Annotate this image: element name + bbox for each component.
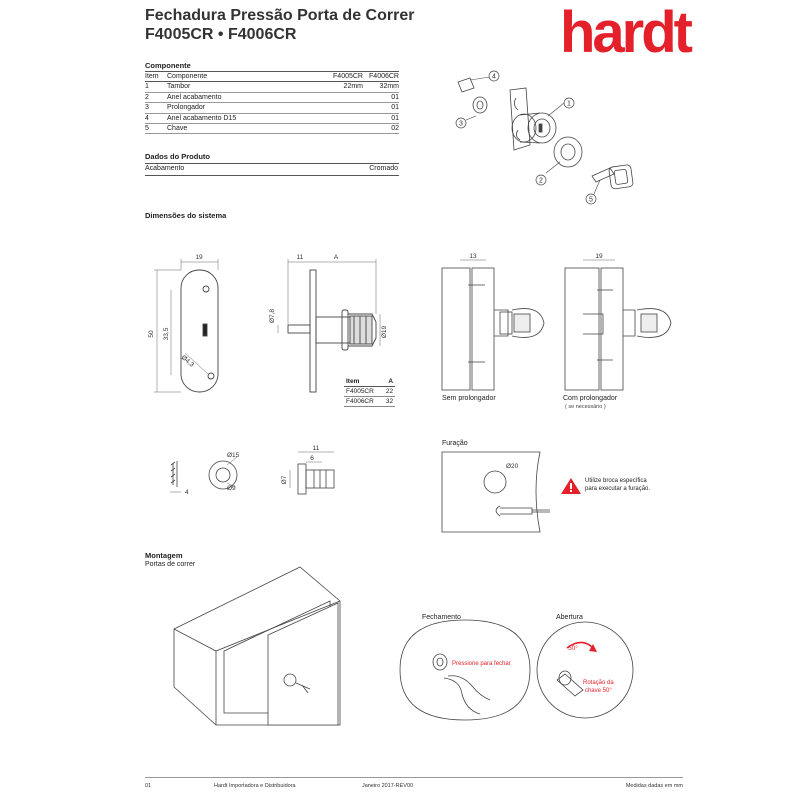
ring-drawing bbox=[165, 445, 255, 505]
dim-19: 19 bbox=[595, 253, 603, 260]
footer-units: Medidas dadas em mm bbox=[625, 783, 683, 789]
col-componente: Componente bbox=[167, 73, 208, 80]
table-row bbox=[145, 92, 399, 102]
callout-3: 3 bbox=[459, 120, 463, 128]
abertura-title: Abertura bbox=[556, 614, 583, 621]
cell: 32 bbox=[376, 397, 395, 407]
cell: 01 bbox=[391, 93, 399, 101]
dim-dia-small: Ø7,8 bbox=[269, 308, 276, 324]
table-header-row bbox=[145, 72, 399, 82]
warning-line-1: Utilize broca específica bbox=[585, 478, 647, 484]
cell: Prolongador bbox=[167, 104, 206, 112]
dados-heading: Dados do Produto bbox=[145, 152, 210, 161]
table-row bbox=[344, 397, 395, 407]
title-line-2: F4005CR • F4006CR bbox=[145, 26, 297, 43]
abertura-caption bbox=[583, 680, 614, 695]
cell: 5 bbox=[145, 125, 149, 133]
furacao-warning bbox=[585, 477, 650, 493]
dim-outer: Ø15 bbox=[227, 452, 240, 459]
callout-5: 5 bbox=[589, 196, 593, 204]
dim-inner-ring: Ø9 bbox=[227, 485, 236, 492]
dim-thickness: 4 bbox=[185, 489, 189, 496]
dim-ext-dia: Ø7 bbox=[281, 475, 288, 485]
cell: A bbox=[376, 377, 395, 387]
cell bbox=[325, 124, 363, 134]
footer-company: Hardt Importadora e Distribuidora bbox=[214, 783, 296, 789]
page-title bbox=[145, 6, 414, 44]
col-f4005: F4005CR bbox=[333, 73, 363, 80]
abertura-caption-1: Rotação da bbox=[583, 680, 614, 686]
cell: 1 bbox=[145, 83, 149, 91]
dim-furacao: Ø20 bbox=[506, 463, 519, 470]
cell: Anel acabamento D15 bbox=[167, 114, 237, 122]
exploded-view-diagram bbox=[440, 60, 660, 210]
table-row bbox=[145, 113, 399, 123]
furacao-drawing bbox=[440, 450, 550, 535]
callout-4: 4 bbox=[492, 73, 496, 81]
cell: 01 bbox=[391, 104, 399, 112]
cell: 01 bbox=[391, 114, 399, 122]
cell: F4006CR bbox=[346, 398, 374, 405]
callout-2: 2 bbox=[539, 177, 543, 185]
divider bbox=[145, 163, 399, 164]
warning-icon bbox=[560, 476, 582, 496]
componente-heading: Componente bbox=[145, 61, 191, 70]
dim-inner: 33,5 bbox=[163, 327, 170, 341]
table-row bbox=[145, 103, 399, 113]
dim-ext-len2: 6 bbox=[310, 455, 314, 462]
cell: 22 bbox=[376, 387, 395, 397]
com-prolongador-label: Com prolongador bbox=[563, 395, 618, 402]
dim-dia-big: Ø19 bbox=[381, 325, 388, 339]
cell: 4 bbox=[145, 114, 149, 122]
hardt-logo: hardt bbox=[560, 0, 690, 65]
sem-prolongador-label: Sem prolongador bbox=[442, 395, 496, 402]
footer-date: Janeiro 2017-REV00 bbox=[362, 783, 414, 789]
divider bbox=[145, 175, 399, 176]
dim-11: 11 bbox=[296, 254, 304, 261]
cell: F4005CR bbox=[346, 388, 374, 395]
cell: 02 bbox=[391, 125, 399, 133]
table-row bbox=[145, 82, 399, 92]
cell: Anel acabamento bbox=[167, 93, 222, 101]
cell bbox=[325, 103, 363, 113]
cell: 3 bbox=[145, 104, 149, 112]
dim-height: 50 bbox=[148, 330, 155, 338]
col-item: Item bbox=[145, 73, 159, 80]
cell bbox=[325, 113, 363, 123]
front-view-drawing bbox=[145, 250, 255, 400]
dim-A: A bbox=[333, 254, 339, 261]
cell bbox=[325, 92, 363, 102]
title-line-1: Fechadura Pressão Porta de Correr bbox=[145, 7, 415, 24]
model-a-table bbox=[344, 377, 395, 407]
cell: Tambor bbox=[167, 83, 191, 91]
cabinet-drawing bbox=[170, 565, 350, 745]
com-prolongador-note: ( se necessário ) bbox=[565, 404, 606, 410]
sem-prolongador-drawing bbox=[440, 250, 560, 395]
fechamento-caption: Pressione para fechar bbox=[452, 661, 511, 667]
dimensoes-heading: Dimensões do sistema bbox=[145, 211, 227, 220]
cell: Item bbox=[344, 377, 376, 387]
table-row bbox=[344, 387, 395, 397]
dim-13: 13 bbox=[469, 253, 477, 260]
col-f4006: F4006CR bbox=[369, 73, 399, 80]
acabamento-label: Acabamento bbox=[145, 165, 185, 172]
extension-drawing bbox=[278, 440, 358, 505]
cell: 22mm bbox=[343, 83, 363, 91]
cell: Chave bbox=[167, 125, 188, 133]
dim-width: 19 bbox=[195, 254, 203, 261]
cell: 32mm bbox=[379, 83, 399, 91]
com-prolongador-drawing bbox=[563, 250, 683, 395]
montagem-heading: Montagem bbox=[145, 551, 183, 560]
fechamento-drawing bbox=[400, 620, 530, 720]
abertura-drawing bbox=[535, 620, 635, 720]
table-row bbox=[145, 124, 399, 134]
abertura-angle: 50° bbox=[568, 645, 578, 652]
dim-hole: Ø4,3 bbox=[179, 354, 196, 369]
fechamento-title: Fechamento bbox=[422, 614, 461, 621]
acabamento-value: Cromado bbox=[369, 165, 398, 172]
warning-line-2: para executar a furação. bbox=[585, 486, 651, 492]
footer-page: 01 bbox=[145, 783, 152, 789]
callout-1: 1 bbox=[567, 100, 571, 108]
dim-ext-len: 11 bbox=[312, 445, 320, 452]
furacao-title: Furação bbox=[442, 440, 468, 447]
abertura-caption-2: chave 50° bbox=[584, 687, 612, 694]
componente-table bbox=[145, 71, 399, 134]
footer-divider bbox=[145, 777, 683, 778]
montagem-subheading: Portas de correr bbox=[145, 561, 196, 568]
cell: 2 bbox=[145, 93, 149, 101]
